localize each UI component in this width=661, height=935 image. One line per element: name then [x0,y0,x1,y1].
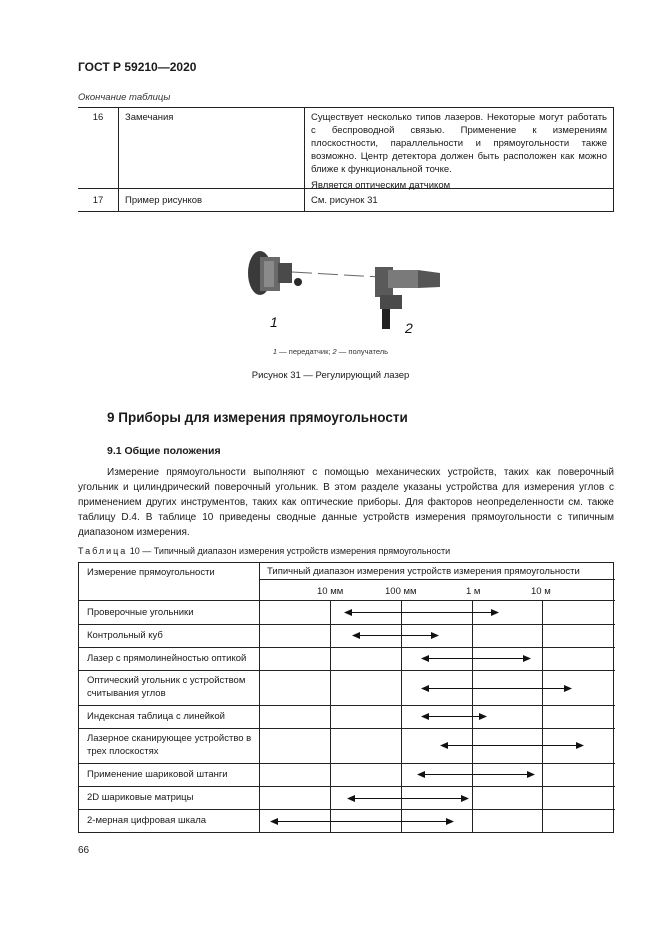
row-label: Применение шариковой штанги [87,769,228,780]
legend-text-1: — передатчик; [277,347,333,356]
col-header-measurement: Измерение прямоугольности [87,567,215,578]
scale-label-1m: 1 м [466,586,481,597]
scale-label-10mm: 10 мм [317,586,344,597]
subsection-heading: 9.1 Общие положения [107,445,221,457]
laser-illustration [230,245,460,335]
row-label: Индексная таблица с линейкой [87,711,225,722]
section-paragraph: Измерение прямоугольности выполняют с помощью механических устройств, таких как поверочный угольник и цилиндрический поверочный угольник. В этом разделе указаны устройства для измерения углов с применением других инструментов, таких как оптические приборы. Для факторов неопределенности см. также таблицу D.4. В таблице 10 приведены сводные данные устройств измерения прямоугольности с типичным диапазоном измерения. [78,467,614,538]
table-word: Таблица [78,546,128,556]
range-arrow [270,817,454,826]
figure-caption: Рисунок 31 — Регулирующий лазер [251,370,410,381]
table-10 [78,562,614,833]
row-value: См. рисунок 31 [304,189,614,211]
legend-text-2: — получатель [336,347,389,356]
row-label: Контрольный куб [87,630,163,641]
range-arrow [352,631,439,640]
row-label: 2D шариковые матрицы [87,792,194,803]
row-name: Замечания [118,108,304,188]
row-label: Оптический угольник с устройством считывания углов [87,675,246,699]
table-title-text: 10 — Типичный диапазон измерения устройств измерения прямоугольности [127,546,451,556]
range-arrow [421,654,531,663]
range-arrow [421,712,487,721]
scale-label-100mm: 100 мм [385,586,417,597]
table-10-title [78,546,450,556]
continuation-table [78,107,614,206]
row-value [304,108,614,191]
range-arrow [347,794,469,803]
table-continuation-note: Окончание таблицы [78,92,171,103]
row-name: Пример рисунков [118,189,304,211]
figure-legend [0,347,661,356]
row-number: 17 [92,195,104,206]
value-paragraph: Является оптическим датчиком [311,180,451,191]
figure-label-1: 1 [270,314,278,330]
row-label: Лазер с прямолинейностью оптикой [87,653,247,664]
row-label: Лазерное сканирующее устройство в трех плоскостях [87,733,252,757]
range-arrow [344,608,499,617]
figure-label-2: 2 [405,320,413,335]
legend-num-1: 1 [272,347,278,356]
col-header-range: Типичный диапазон измерения устройств измерения прямоугольности [267,566,580,577]
scale-label-10m: 10 м [531,586,551,597]
document-id: ГОСТ Р 59210—2020 [78,60,197,74]
legend-num-2: 2 [332,347,337,356]
section-heading: 9 Приборы для измерения прямоугольности [107,410,408,425]
row-label: 2-мерная цифровая шкала [87,815,207,826]
page-number: 66 [78,845,90,856]
table-row [78,189,614,212]
range-arrow [440,741,584,750]
figure-31-laser [230,245,460,335]
range-arrow [417,770,535,779]
table-row [78,108,614,189]
row-label: Проверочные угольники [87,607,194,618]
range-arrow [421,684,572,693]
row-number: 16 [92,112,104,123]
value-paragraph: Существует несколько типов лазеров. Некоторые могут работать с беспроводной связью. Применение к измерениям плоскостности, параллельности и прямоугольности также возможно. Центр детектора должен быть расположен как можно ближе к функциональной точке. [311,112,607,175]
